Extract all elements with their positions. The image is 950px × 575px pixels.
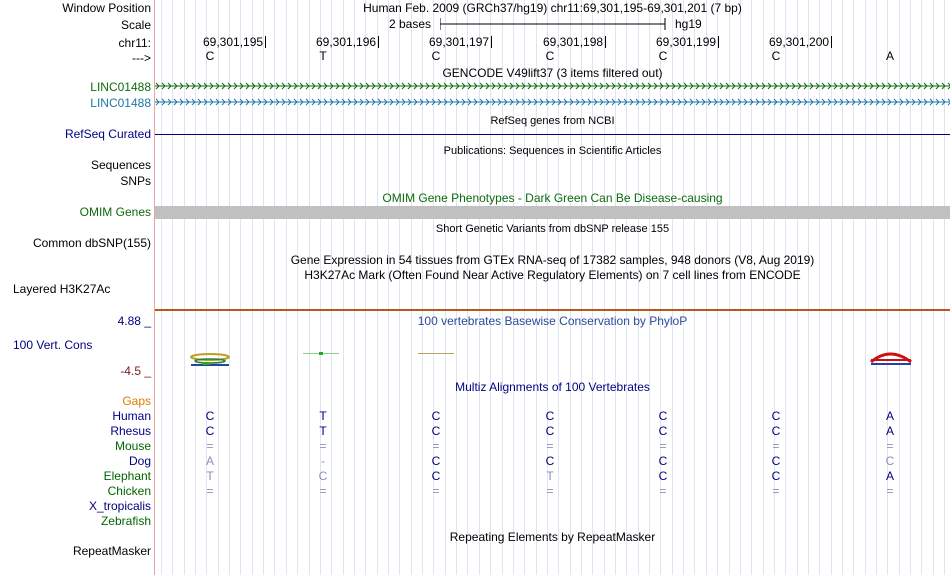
alignment-base: C: [545, 424, 555, 438]
species-label[interactable]: Dog: [128, 454, 151, 468]
h3k27ac-track-title[interactable]: H3K27Ac Mark (Often Found Near Active Regulatory Elements) on 7 cell lines from ENCODE: [304, 268, 801, 282]
sequences-label[interactable]: Sequences: [90, 158, 151, 172]
alignment-base: T: [546, 469, 554, 483]
species-label[interactable]: Chicken: [107, 484, 151, 498]
alignment-base: =: [772, 439, 780, 453]
ruler-position-label: 69,301,195: [203, 35, 264, 49]
ruler-tick: [605, 36, 606, 48]
chrom-label: chr11:: [118, 36, 151, 50]
reference-base: C: [205, 49, 215, 63]
cons-max-label: 4.88 _: [117, 314, 151, 328]
gencode-item-label-2[interactable]: LINC01488: [90, 96, 151, 110]
phylop-logo-plot: [155, 348, 950, 372]
scale-bar-left-text: 2 bases: [389, 17, 432, 31]
alignment-base: =: [319, 484, 327, 498]
scale-bar: [440, 17, 666, 31]
alignment-base: =: [546, 439, 554, 453]
dbsnp-label[interactable]: Common dbSNP(155): [32, 236, 151, 250]
browser-image[interactable]: [155, 0, 950, 575]
alignment-base: =: [659, 439, 667, 453]
gencode-track-title[interactable]: GENCODE V49lift37 (3 items filtered out): [442, 66, 663, 80]
omim-label[interactable]: OMIM Genes: [79, 205, 151, 219]
alignment-base: A: [885, 469, 894, 483]
multiz-track-title[interactable]: Multiz Alignments of 100 Vertebrates: [455, 380, 650, 394]
cons-min-label: -4.5 _: [120, 364, 151, 378]
ruler-tick: [265, 36, 266, 48]
alignment-base: C: [771, 409, 781, 423]
omim-track-title[interactable]: OMIM Gene Phenotypes - Dark Green Can Be Disease-causing: [382, 191, 723, 205]
species-label[interactable]: Rhesus: [110, 424, 151, 438]
scale-label: Scale: [120, 18, 151, 32]
h3k27ac-label[interactable]: Layered H3K27Ac: [13, 282, 111, 296]
refseq-gene-line[interactable]: [155, 134, 950, 135]
ruler-position-label: 69,301,200: [769, 35, 830, 49]
alignment-base: C: [658, 424, 668, 438]
reference-base: C: [431, 49, 441, 63]
reference-base: T: [319, 49, 327, 63]
alignment-base: C: [205, 409, 215, 423]
species-label[interactable]: X_tropicalis: [88, 499, 151, 513]
alignment-base: T: [319, 424, 327, 438]
alignment-base: C: [771, 424, 781, 438]
species-label[interactable]: Zebrafish: [100, 514, 151, 528]
repeatmasker-label[interactable]: RepeatMasker: [72, 544, 151, 558]
alignment-base: C: [318, 469, 328, 483]
species-label[interactable]: Elephant: [103, 469, 151, 483]
snps-label[interactable]: SNPs: [120, 174, 151, 188]
ruler-tick: [378, 36, 379, 48]
alignment-base: =: [886, 484, 894, 498]
track-labels: [0, 0, 153, 575]
alignment-base: C: [205, 424, 215, 438]
alignment-base: C: [431, 409, 441, 423]
alignment-base: C: [545, 454, 555, 468]
alignment-base: C: [431, 469, 441, 483]
alignment-base: C: [545, 409, 555, 423]
ruler-tick: [491, 36, 492, 48]
alignment-base: =: [319, 439, 327, 453]
alignment-base: A: [885, 424, 894, 438]
alignment-base: =: [432, 439, 440, 453]
dbsnp-track-title[interactable]: Short Genetic Variants from dbSNP release 155: [435, 223, 670, 235]
alignment-base: =: [886, 439, 894, 453]
alignment-base: C: [658, 409, 668, 423]
alignment-base: C: [658, 469, 668, 483]
repeatmasker-track-title[interactable]: Repeating Elements by RepeatMasker: [449, 530, 656, 544]
ruler-position-label: 69,301,197: [429, 35, 490, 49]
alignment-base: =: [546, 484, 554, 498]
species-label[interactable]: Mouse: [114, 439, 151, 453]
alignment-base: T: [206, 469, 214, 483]
reference-base: A: [885, 49, 894, 63]
ruler-position-label: 69,301,199: [656, 35, 717, 49]
refseq-label[interactable]: RefSeq Curated: [64, 127, 151, 141]
gtex-track-title[interactable]: Gene Expression in 54 tissues from GTEx RNA-seq of 17382 samples, 948 donors (V8, Aug 2019): [290, 253, 815, 267]
alignment-base: C: [771, 469, 781, 483]
window-position-label: Window Position: [62, 1, 151, 15]
scale-bar-right-text: hg19: [675, 17, 702, 31]
alignment-base: C: [658, 454, 668, 468]
alignment-base: A: [885, 409, 894, 423]
alignment-base: =: [659, 484, 667, 498]
h3k27ac-signal-line: [155, 309, 950, 311]
cons-track-label[interactable]: 100 Vert. Cons: [13, 338, 93, 352]
gaps-label: Gaps: [122, 394, 151, 408]
ruler-position-label: 69,301,196: [316, 35, 377, 49]
strand-arrow-label: --->: [132, 51, 151, 65]
gencode-transcript-1[interactable]: [155, 81, 950, 91]
alignment-base: =: [772, 484, 780, 498]
reference-base: C: [658, 49, 668, 63]
gencode-item-label-1[interactable]: LINC01488: [90, 80, 151, 94]
alignment-base: =: [206, 484, 214, 498]
alignment-base: -: [321, 454, 325, 468]
ruler-tick: [718, 36, 719, 48]
omim-gene-bar[interactable]: [155, 206, 950, 219]
phylop-track-title[interactable]: 100 vertebrates Basewise Conservation by PhyloP: [417, 314, 688, 328]
alignment-base: =: [432, 484, 440, 498]
alignment-base: A: [205, 454, 214, 468]
ruler-position-label: 69,301,198: [543, 35, 604, 49]
alignment-base: T: [319, 409, 327, 423]
species-label[interactable]: Human: [112, 409, 151, 423]
gencode-transcript-2[interactable]: [155, 97, 950, 107]
alignment-base: C: [431, 424, 441, 438]
publications-track-title[interactable]: Publications: Sequences in Scientific Articles: [443, 145, 662, 157]
alignment-base: C: [431, 454, 441, 468]
alignment-base: =: [206, 439, 214, 453]
reference-base: C: [771, 49, 781, 63]
refseq-track-title[interactable]: RefSeq genes from NCBI: [490, 115, 615, 127]
ruler-tick: [831, 36, 832, 48]
alignment-base: C: [885, 454, 895, 468]
alignment-base: C: [771, 454, 781, 468]
window-position-text: Human Feb. 2009 (GRCh37/hg19) chr11:69,301,195-69,301,201 (7 bp): [363, 1, 742, 15]
reference-base: C: [545, 49, 555, 63]
